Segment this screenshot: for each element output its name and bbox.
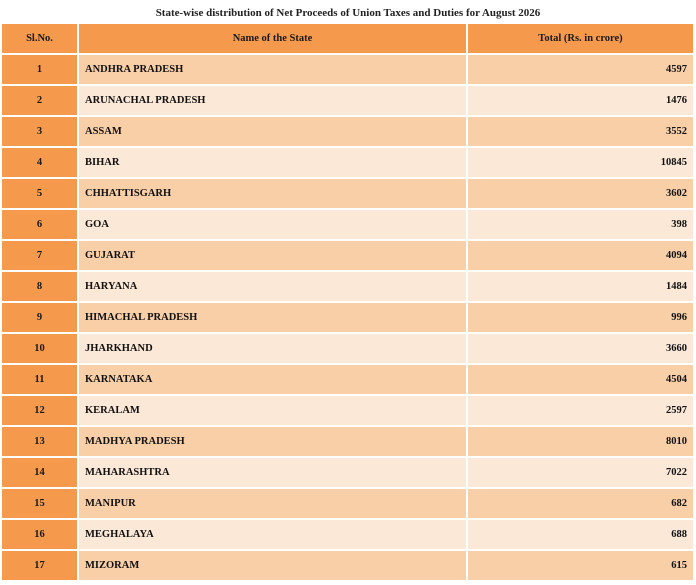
total-cell: 4504 [467,364,694,395]
total-cell: 1484 [467,271,694,302]
state-name-cell: MEGHALAYA [78,519,467,550]
state-name-cell: GOA [78,209,467,240]
state-name-cell: KERALAM [78,395,467,426]
table-row [2,116,694,147]
sl-no-cell: 13 [2,426,78,457]
total-cell: 996 [467,302,694,333]
sl-no-cell: 7 [2,240,78,271]
total-cell: 3602 [467,178,694,209]
table-row [2,178,694,209]
total-cell: 7022 [467,457,694,488]
sl-no-cell: 6 [2,209,78,240]
state-name-cell: HARYANA [78,271,467,302]
state-name-cell: ARUNACHAL PRADESH [78,85,467,116]
column-header-sl-no: Sl.No. [2,24,78,54]
table-row [2,147,694,178]
total-cell: 3660 [467,333,694,364]
table-row [2,209,694,240]
table-row [2,488,694,519]
total-cell: 4597 [467,54,694,85]
total-cell: 3552 [467,116,694,147]
state-name-cell: GUJARAT [78,240,467,271]
table-header [2,24,694,54]
state-name-cell: ANDHRA PRADESH [78,54,467,85]
total-cell: 1476 [467,85,694,116]
sl-no-cell: 12 [2,395,78,426]
column-header-state: Name of the State [78,24,467,54]
sl-no-cell: 9 [2,302,78,333]
sl-no-cell: 14 [2,457,78,488]
table-row [2,302,694,333]
state-name-cell: ASSAM [78,116,467,147]
sl-no-cell: 15 [2,488,78,519]
table-row [2,240,694,271]
table-row [2,426,694,457]
sl-no-cell: 10 [2,333,78,364]
table-row [2,271,694,302]
total-cell: 398 [467,209,694,240]
state-name-cell: MANIPUR [78,488,467,519]
sl-no-cell: 4 [2,147,78,178]
total-cell: 682 [467,488,694,519]
state-name-cell: MAHARASHTRA [78,457,467,488]
total-cell: 688 [467,519,694,550]
table-row [2,364,694,395]
table-body [2,54,694,581]
total-cell: 2597 [467,395,694,426]
total-cell: 10845 [467,147,694,178]
state-name-cell: BIHAR [78,147,467,178]
column-header-total: Total (Rs. in crore) [467,24,694,54]
table-row [2,395,694,426]
state-name-cell: MIZORAM [78,550,467,581]
sl-no-cell: 17 [2,550,78,581]
total-cell: 615 [467,550,694,581]
state-name-cell: MADHYA PRADESH [78,426,467,457]
distribution-table [2,24,695,582]
state-name-cell: HIMACHAL PRADESH [78,302,467,333]
sl-no-cell: 3 [2,116,78,147]
table-row [2,85,694,116]
sl-no-cell: 5 [2,178,78,209]
table-title: State-wise distribution of Net Proceeds of Union Taxes and Duties for August 2026 [155,7,541,19]
state-name-cell: KARNATAKA [78,364,467,395]
sl-no-cell: 8 [2,271,78,302]
table-row [2,550,694,581]
state-name-cell: CHHATTISGARH [78,178,467,209]
table-row [2,333,694,364]
sl-no-cell: 2 [2,85,78,116]
state-name-cell: JHARKHAND [78,333,467,364]
table-row [2,54,694,85]
total-cell: 8010 [467,426,694,457]
total-cell: 4094 [467,240,694,271]
sl-no-cell: 16 [2,519,78,550]
table-row [2,457,694,488]
table-row [2,519,694,550]
sl-no-cell: 11 [2,364,78,395]
sl-no-cell: 1 [2,54,78,85]
header-row [2,24,694,54]
